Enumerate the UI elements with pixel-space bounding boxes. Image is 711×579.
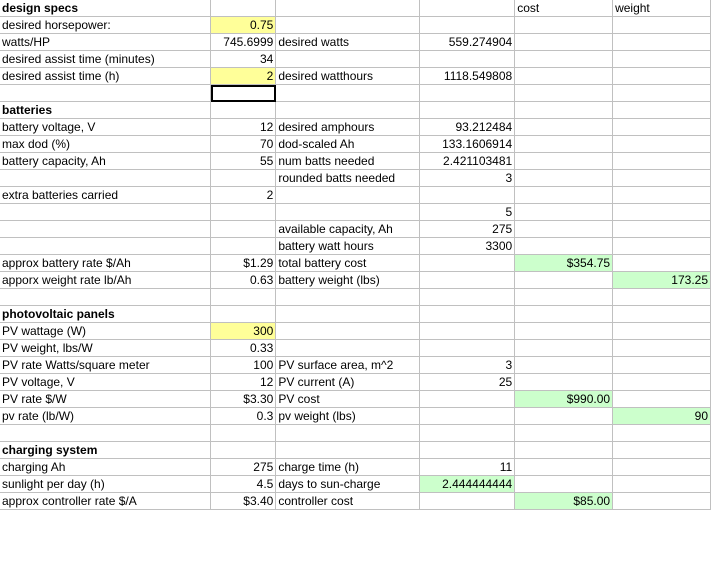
cell[interactable] — [0, 289, 211, 306]
sheet-row — [0, 357, 711, 374]
cell-value[interactable]: 5 — [420, 204, 515, 221]
cell[interactable] — [276, 102, 420, 119]
sheet-row — [0, 119, 711, 136]
cell[interactable] — [420, 408, 515, 425]
cell[interactable] — [515, 204, 613, 221]
cell[interactable] — [613, 476, 711, 493]
cell[interactable] — [613, 187, 711, 204]
sheet-row — [0, 272, 711, 289]
sheet-row — [0, 391, 711, 408]
cell-value[interactable]: 3 — [420, 170, 515, 187]
cell-label[interactable]: total battery cost — [276, 255, 420, 272]
cell[interactable] — [613, 153, 711, 170]
cell[interactable] — [613, 136, 711, 153]
cell[interactable] — [420, 289, 515, 306]
cell[interactable] — [420, 442, 515, 459]
cell-label[interactable]: PV rate $/W — [0, 391, 211, 408]
cell[interactable] — [515, 102, 613, 119]
cell-label[interactable]: battery capacity, Ah — [0, 153, 211, 170]
cell-label[interactable]: rounded batts needed — [276, 170, 420, 187]
cell[interactable] — [515, 408, 613, 425]
cell[interactable] — [613, 238, 711, 255]
cell[interactable] — [515, 187, 613, 204]
cell-value[interactable]: 55 — [211, 153, 276, 170]
cell-cost[interactable]: $85.00 — [515, 493, 613, 510]
cell-value[interactable]: 3 — [420, 357, 515, 374]
cell-value[interactable]: 34 — [211, 51, 276, 68]
cell[interactable] — [613, 204, 711, 221]
cell[interactable] — [420, 17, 515, 34]
sheet-row — [0, 153, 711, 170]
cell[interactable] — [613, 34, 711, 51]
cell[interactable] — [420, 102, 515, 119]
cell[interactable] — [613, 459, 711, 476]
sheet-row — [0, 408, 711, 425]
sheet-row — [0, 136, 711, 153]
cell-value[interactable]: 2 — [211, 187, 276, 204]
cell[interactable] — [515, 306, 613, 323]
cell[interactable] — [515, 153, 613, 170]
cell-label[interactable]: max dod (%) — [0, 136, 211, 153]
cell[interactable] — [276, 323, 420, 340]
cell[interactable] — [420, 425, 515, 442]
cell-label[interactable]: PV wattage (W) — [0, 323, 211, 340]
cell[interactable] — [211, 289, 276, 306]
sheet-row — [0, 17, 711, 34]
cell-value[interactable]: 133.1606914 — [420, 136, 515, 153]
cell[interactable] — [420, 391, 515, 408]
cell[interactable] — [515, 289, 613, 306]
cell-label[interactable]: sunlight per day (h) — [0, 476, 211, 493]
cell[interactable] — [276, 289, 420, 306]
cell[interactable] — [0, 238, 211, 255]
cell[interactable] — [420, 51, 515, 68]
cell-value[interactable]: 25 — [420, 374, 515, 391]
cell[interactable] — [211, 238, 276, 255]
cell[interactable] — [0, 204, 211, 221]
cell-label[interactable]: battery weight (lbs) — [276, 272, 420, 289]
cell-label[interactable]: charge time (h) — [276, 459, 420, 476]
cell-label[interactable]: apporx weight rate lb/Ah — [0, 272, 211, 289]
cell[interactable] — [420, 340, 515, 357]
selected-cell[interactable] — [211, 85, 276, 102]
cell-label[interactable]: PV cost — [276, 391, 420, 408]
sheet-row — [0, 425, 711, 442]
cell[interactable] — [515, 136, 613, 153]
cell[interactable] — [613, 425, 711, 442]
cell-value[interactable]: $1.29 — [211, 255, 276, 272]
cell[interactable] — [613, 85, 711, 102]
cell-value[interactable]: 12 — [211, 374, 276, 391]
cell-section-title[interactable]: photovoltaic panels — [0, 306, 211, 323]
cell-label[interactable]: battery voltage, V — [0, 119, 211, 136]
cell-label[interactable]: watts/HP — [0, 34, 211, 51]
cell[interactable] — [420, 306, 515, 323]
sheet-row — [0, 255, 711, 272]
cell[interactable] — [515, 170, 613, 187]
cell[interactable] — [0, 425, 211, 442]
sheet-row — [0, 476, 711, 493]
cell-value[interactable]: $3.40 — [211, 493, 276, 510]
cell[interactable] — [515, 272, 613, 289]
cell[interactable] — [420, 255, 515, 272]
cell[interactable] — [276, 340, 420, 357]
cell[interactable] — [613, 68, 711, 85]
cell-label[interactable]: battery watt hours — [276, 238, 420, 255]
cell[interactable] — [613, 340, 711, 357]
sheet-row — [0, 323, 711, 340]
sheet-row — [0, 374, 711, 391]
sheet-row — [0, 85, 711, 102]
cell-section-title[interactable]: design specs — [0, 0, 211, 17]
cell[interactable] — [0, 221, 211, 238]
cell-value[interactable]: 3300 — [420, 238, 515, 255]
cell-label[interactable]: approx battery rate $/Ah — [0, 255, 211, 272]
cell[interactable] — [613, 374, 711, 391]
cell-label[interactable]: PV surface area, m^2 — [276, 357, 420, 374]
cell[interactable] — [613, 255, 711, 272]
cell[interactable] — [211, 442, 276, 459]
cell[interactable] — [276, 187, 420, 204]
sheet-row — [0, 306, 711, 323]
cell[interactable] — [515, 85, 613, 102]
sheet-row — [0, 238, 711, 255]
cell[interactable] — [515, 340, 613, 357]
cell[interactable] — [211, 306, 276, 323]
cell-value[interactable]: 275 — [211, 459, 276, 476]
sheet-row — [0, 221, 711, 238]
cell[interactable] — [211, 204, 276, 221]
cell-label[interactable]: pv weight (lbs) — [276, 408, 420, 425]
cell-cost[interactable]: $354.75 — [515, 255, 613, 272]
cell-value[interactable]: 745.6999 — [211, 34, 276, 51]
cell-label[interactable]: dod-scaled Ah — [276, 136, 420, 153]
cell-label[interactable]: desired watts — [276, 34, 420, 51]
cell[interactable] — [515, 374, 613, 391]
cell[interactable] — [211, 0, 276, 17]
cell-section-title[interactable]: charging system — [0, 442, 211, 459]
cell-label[interactable]: available capacity, Ah — [276, 221, 420, 238]
cell[interactable] — [515, 68, 613, 85]
cell-label[interactable]: controller cost — [276, 493, 420, 510]
cell[interactable] — [613, 170, 711, 187]
cell-value[interactable]: 93.212484 — [420, 119, 515, 136]
cell[interactable] — [515, 17, 613, 34]
cell-header-weight[interactable]: weight — [613, 0, 711, 17]
cell[interactable] — [613, 323, 711, 340]
cell-header-cost[interactable]: cost — [515, 0, 613, 17]
cell-value[interactable]: 2.421103481 — [420, 153, 515, 170]
cell-value[interactable]: 0.63 — [211, 272, 276, 289]
cell-value[interactable]: 0.75 — [211, 17, 276, 34]
cell[interactable] — [0, 170, 211, 187]
cell[interactable] — [420, 272, 515, 289]
cell[interactable] — [420, 0, 515, 17]
cell[interactable] — [420, 323, 515, 340]
sheet-row — [0, 442, 711, 459]
cell-label[interactable]: desired horsepower: — [0, 17, 211, 34]
cell[interactable] — [515, 221, 613, 238]
cell[interactable] — [211, 102, 276, 119]
cell-label[interactable]: PV current (A) — [276, 374, 420, 391]
cell[interactable] — [276, 204, 420, 221]
cell[interactable] — [613, 306, 711, 323]
sheet-row — [0, 187, 711, 204]
cell[interactable] — [613, 442, 711, 459]
cell-label[interactable]: approx controller rate $/A — [0, 493, 211, 510]
sheet-row — [0, 289, 711, 306]
cell[interactable] — [515, 51, 613, 68]
sheet-row — [0, 340, 711, 357]
cell[interactable] — [515, 119, 613, 136]
cell[interactable] — [515, 425, 613, 442]
cell[interactable] — [613, 391, 711, 408]
cell[interactable] — [515, 238, 613, 255]
cell-label[interactable]: desired assist time (h) — [0, 68, 211, 85]
cell-label[interactable]: desired watthours — [276, 68, 420, 85]
cell[interactable] — [613, 289, 711, 306]
cell-value[interactable]: 4.5 — [211, 476, 276, 493]
cell-value[interactable]: 300 — [211, 323, 276, 340]
cell[interactable] — [515, 476, 613, 493]
cell[interactable] — [420, 187, 515, 204]
sheet-row — [0, 51, 711, 68]
cell[interactable] — [276, 0, 420, 17]
cell[interactable] — [613, 357, 711, 374]
cell[interactable] — [276, 17, 420, 34]
cell[interactable] — [276, 51, 420, 68]
cell[interactable] — [613, 102, 711, 119]
cell-label[interactable]: charging Ah — [0, 459, 211, 476]
cell-label[interactable]: PV rate Watts/square meter — [0, 357, 211, 374]
cell[interactable] — [515, 34, 613, 51]
sheet-row — [0, 68, 711, 85]
cell[interactable] — [211, 221, 276, 238]
cell[interactable] — [211, 425, 276, 442]
cell-label[interactable]: days to sun-charge — [276, 476, 420, 493]
cell-value[interactable]: 1118.549808 — [420, 68, 515, 85]
cell[interactable] — [515, 323, 613, 340]
sheet-row — [0, 0, 711, 17]
cell-value[interactable]: 559.274904 — [420, 34, 515, 51]
cell-weight[interactable]: 90 — [613, 408, 711, 425]
cell[interactable] — [515, 459, 613, 476]
cell-label[interactable]: desired assist time (minutes) — [0, 51, 211, 68]
sheet-row — [0, 34, 711, 51]
cell[interactable] — [613, 119, 711, 136]
cell-value[interactable]: 0.3 — [211, 408, 276, 425]
cell[interactable] — [276, 85, 420, 102]
sheet-row — [0, 204, 711, 221]
cell-label[interactable]: pv rate (lb/W) — [0, 408, 211, 425]
cell[interactable] — [613, 17, 711, 34]
cell-value[interactable]: 275 — [420, 221, 515, 238]
sheet-row — [0, 493, 711, 510]
cell-cost[interactable]: $990.00 — [515, 391, 613, 408]
cell[interactable] — [276, 442, 420, 459]
cell[interactable] — [420, 493, 515, 510]
cell-value[interactable]: 70 — [211, 136, 276, 153]
cell[interactable] — [420, 85, 515, 102]
cell[interactable] — [515, 357, 613, 374]
cell-value[interactable]: $3.30 — [211, 391, 276, 408]
cell[interactable] — [613, 221, 711, 238]
cell[interactable] — [276, 306, 420, 323]
cell[interactable] — [613, 51, 711, 68]
cell-label[interactable]: desired amphours — [276, 119, 420, 136]
cell[interactable] — [0, 85, 211, 102]
sheet-row — [0, 170, 711, 187]
cell-section-title[interactable]: batteries — [0, 102, 211, 119]
cell-value[interactable]: 100 — [211, 357, 276, 374]
cell-value[interactable]: 2 — [211, 68, 276, 85]
cell[interactable] — [515, 442, 613, 459]
cell[interactable] — [276, 425, 420, 442]
cell-label[interactable]: num batts needed — [276, 153, 420, 170]
cell-value[interactable]: 2.444444444 — [420, 476, 515, 493]
cell-value[interactable]: 0.33 — [211, 340, 276, 357]
cell-value[interactable]: 12 — [211, 119, 276, 136]
sheet-row — [0, 459, 711, 476]
cell[interactable] — [211, 170, 276, 187]
cell-label[interactable]: PV weight, lbs/W — [0, 340, 211, 357]
cell-weight[interactable]: 173.25 — [613, 272, 711, 289]
cell-label[interactable]: PV voltage, V — [0, 374, 211, 391]
cell[interactable] — [613, 493, 711, 510]
cell-value[interactable]: 11 — [420, 459, 515, 476]
sheet-row — [0, 102, 711, 119]
cell-label[interactable]: extra batteries carried — [0, 187, 211, 204]
